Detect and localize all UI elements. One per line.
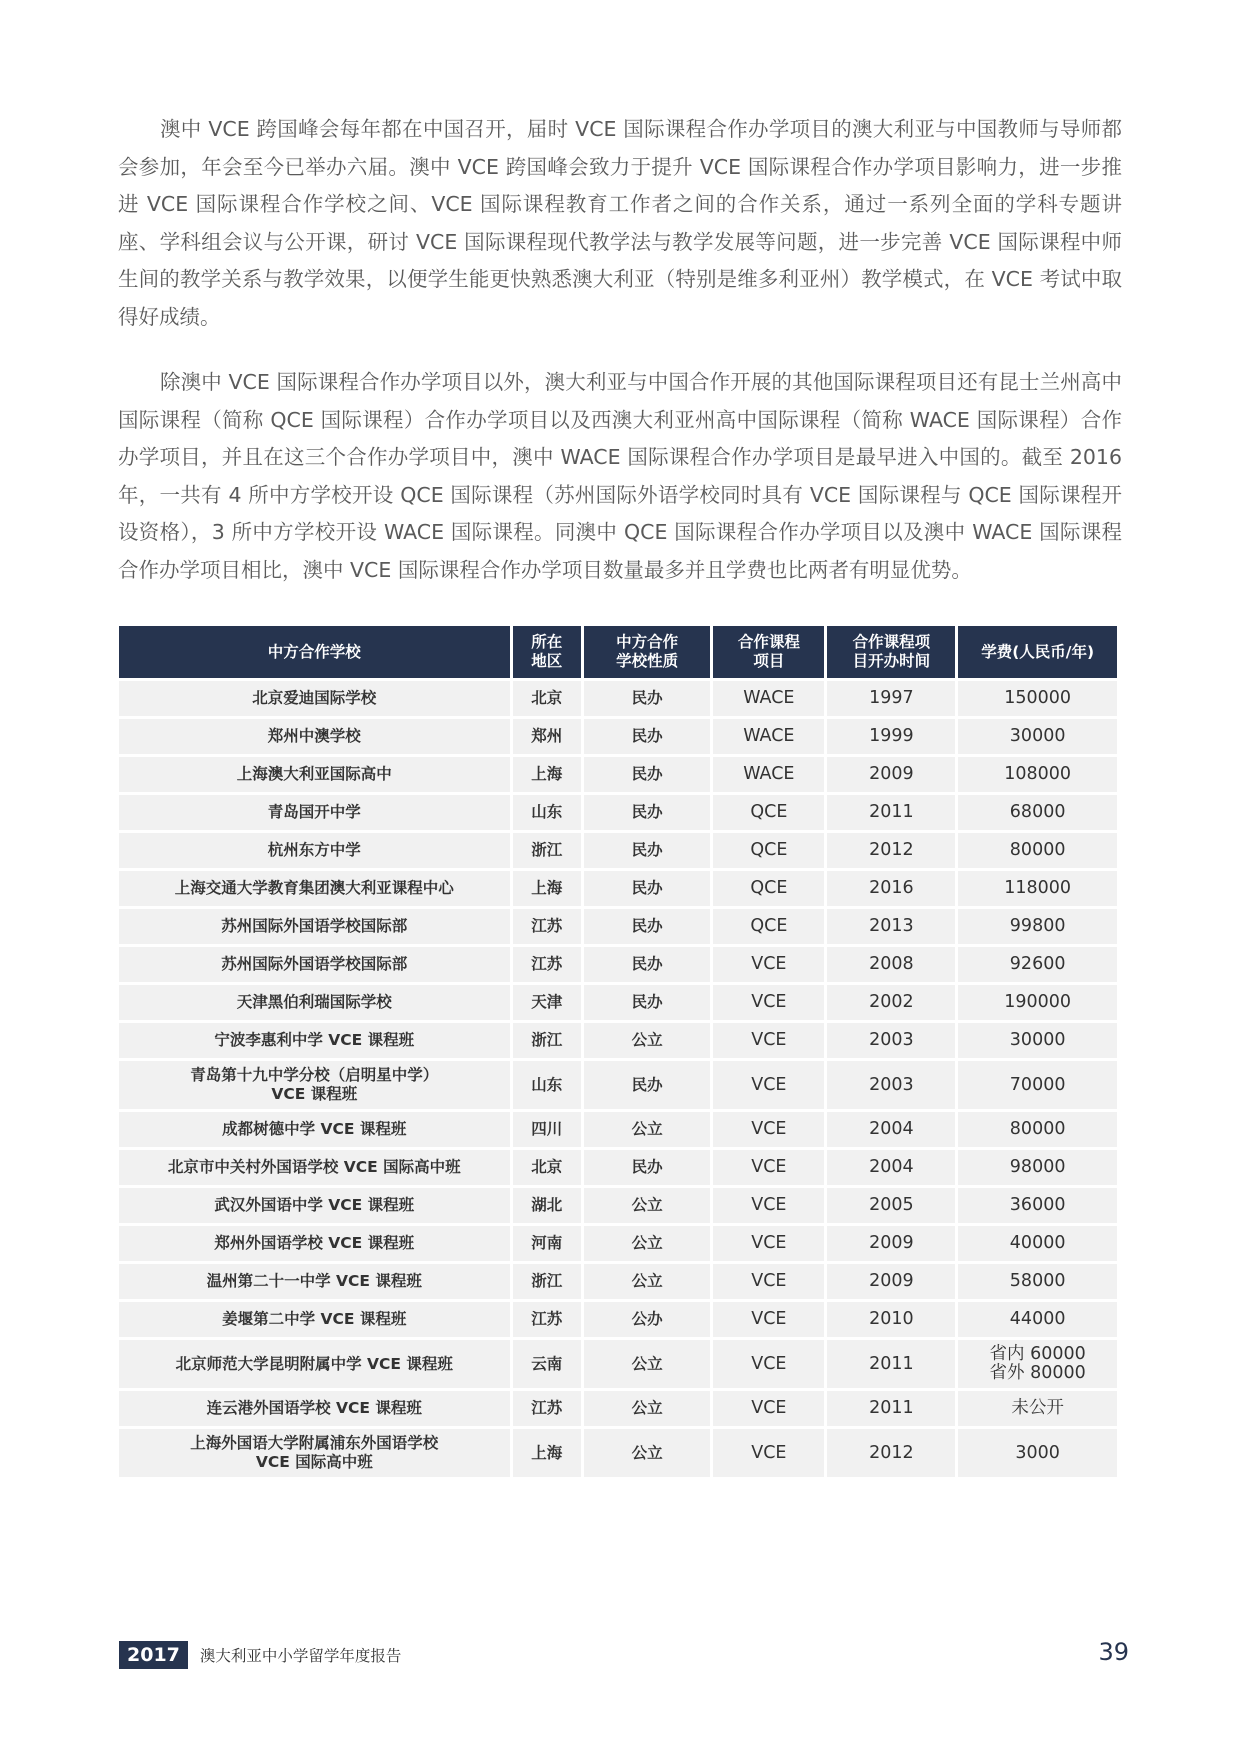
cell-nature: 民办 bbox=[584, 681, 710, 716]
header-year: 合作课程项 目开办时间 bbox=[827, 626, 955, 678]
cell-year: 2013 bbox=[827, 909, 955, 944]
cell-year: 2012 bbox=[827, 1429, 955, 1477]
cell-course: VCE bbox=[713, 1112, 824, 1147]
table-row bbox=[119, 909, 1117, 944]
cell-region: 浙江 bbox=[513, 1023, 581, 1058]
cell-nature: 民办 bbox=[584, 947, 710, 982]
cell-region: 北京 bbox=[513, 1150, 581, 1185]
cell-fee: 92600 bbox=[958, 947, 1117, 982]
cell-course: VCE bbox=[713, 1150, 824, 1185]
cell-nature: 民办 bbox=[584, 833, 710, 868]
cell-year: 2003 bbox=[827, 1061, 955, 1109]
cell-nature: 公立 bbox=[584, 1112, 710, 1147]
cell-school: 宁波李惠利中学 VCE 课程班 bbox=[119, 1023, 510, 1058]
cell-fee: 190000 bbox=[958, 985, 1117, 1020]
cell-fee: 省内 60000 省外 80000 bbox=[958, 1340, 1117, 1388]
cell-region: 上海 bbox=[513, 871, 581, 906]
cell-year: 2011 bbox=[827, 1340, 955, 1388]
cell-fee: 40000 bbox=[958, 1226, 1117, 1261]
cell-region: 河南 bbox=[513, 1226, 581, 1261]
table-row bbox=[119, 1340, 1117, 1388]
cell-fee: 58000 bbox=[958, 1264, 1117, 1299]
table-row bbox=[119, 1188, 1117, 1223]
cell-region: 湖北 bbox=[513, 1188, 581, 1223]
table-row bbox=[119, 681, 1117, 716]
cell-nature: 民办 bbox=[584, 871, 710, 906]
cell-region: 江苏 bbox=[513, 909, 581, 944]
table-row bbox=[119, 1112, 1117, 1147]
cell-year: 2009 bbox=[827, 1226, 955, 1261]
cell-nature: 公立 bbox=[584, 1264, 710, 1299]
table-row bbox=[119, 757, 1117, 792]
cell-course: VCE bbox=[713, 985, 824, 1020]
cell-school: 北京师范大学昆明附属中学 VCE 课程班 bbox=[119, 1340, 510, 1388]
cell-region: 天津 bbox=[513, 985, 581, 1020]
cell-course: VCE bbox=[713, 1061, 824, 1109]
page-footer bbox=[119, 1641, 401, 1669]
cell-fee: 68000 bbox=[958, 795, 1117, 830]
cell-course: VCE bbox=[713, 1340, 824, 1388]
cell-year: 2016 bbox=[827, 871, 955, 906]
cell-year: 2011 bbox=[827, 795, 955, 830]
cell-year: 1997 bbox=[827, 681, 955, 716]
table-row bbox=[119, 1302, 1117, 1337]
cell-year: 2004 bbox=[827, 1150, 955, 1185]
cell-region: 江苏 bbox=[513, 1391, 581, 1426]
cell-region: 江苏 bbox=[513, 947, 581, 982]
cell-year: 2004 bbox=[827, 1112, 955, 1147]
report-title: 澳大利亚中小学留学年度报告 bbox=[199, 1647, 402, 1665]
cell-year: 2005 bbox=[827, 1188, 955, 1223]
cell-course: VCE bbox=[713, 1226, 824, 1261]
intro-paragraph-summit: 澳中 VCE 跨国峰会每年都在中国召开，届时 VCE 国际课程合作办学项目的澳大利亚与中国教师与导师都会参加，年会至今已举办六届。澳中 VCE 跨国峰会致力于提升 VCE 国际课程合作办学项目影响力，进一步推进 VCE 国际课程合作学校之间、VCE 国际课程教育工作者之间的合作关系，通过一系列全面的学科专题讲座、学科组会议与公开课，研讨 VCE 国际课程现代教学法与教学发展等问题，进一步完善 VCE 国际课程中师生间的教学关系与教学效果，以便学生能更快熟悉澳大利亚（特别是维多利亚州）教学模式，在 VCE 考试中取得好成绩。 bbox=[118, 117, 1122, 329]
cell-course: VCE bbox=[713, 1023, 824, 1058]
cell-school: 连云港外国语学校 VCE 课程班 bbox=[119, 1391, 510, 1426]
cell-fee: 未公开 bbox=[958, 1391, 1117, 1426]
header-school: 中方合作学校 bbox=[119, 626, 510, 678]
cell-nature: 民办 bbox=[584, 757, 710, 792]
header-region: 所在 地区 bbox=[513, 626, 581, 678]
partner-schools-table bbox=[116, 623, 1120, 1480]
cell-school: 青岛国开中学 bbox=[119, 795, 510, 830]
cell-region: 四川 bbox=[513, 1112, 581, 1147]
table-row bbox=[119, 985, 1117, 1020]
table-header-row bbox=[119, 626, 1117, 678]
cell-course: WACE bbox=[713, 719, 824, 754]
table-row bbox=[119, 1023, 1117, 1058]
cell-course: WACE bbox=[713, 757, 824, 792]
cell-nature: 民办 bbox=[584, 795, 710, 830]
cell-school: 武汉外国语中学 VCE 课程班 bbox=[119, 1188, 510, 1223]
cell-course: VCE bbox=[713, 1188, 824, 1223]
table-row bbox=[119, 833, 1117, 868]
table-row bbox=[119, 1061, 1117, 1109]
cell-course: QCE bbox=[713, 909, 824, 944]
cell-course: WACE bbox=[713, 681, 824, 716]
report-year-badge: 2017 bbox=[119, 1641, 188, 1669]
intro-paragraph-programs: 除澳中 VCE 国际课程合作办学项目以外，澳大利亚与中国合作开展的其他国际课程项目还有昆士兰州高中国际课程（简称 QCE 国际课程）合作办学项目以及西澳大利亚州高中国际课程（简称 WACE 国际课程）合作办学项目，并且在这三个合作办学项目中，澳中 WACE 国际课程合作办学项目是最早进入中国的。截至 2016 年，一共有 4 所中方学校开设 QCE 国际课程（苏州国际外语学校同时具有 VCE 国际课程与 QCE 国际课程开设资格），3 所中方学校开设 WACE 国际课程。同澳中 QCE 国际课程合作办学项目以及澳中 WACE 国际课程合作办学项目相比，澳中 VCE 国际课程合作办学项目数量最多并且学费也比两者有明显优势。 bbox=[118, 370, 1122, 582]
header-nature: 中方合作 学校性质 bbox=[584, 626, 710, 678]
cell-year: 2008 bbox=[827, 947, 955, 982]
cell-region: 江苏 bbox=[513, 1302, 581, 1337]
cell-school: 温州第二十一中学 VCE 课程班 bbox=[119, 1264, 510, 1299]
cell-course: QCE bbox=[713, 871, 824, 906]
cell-fee: 150000 bbox=[958, 681, 1117, 716]
cell-region: 浙江 bbox=[513, 833, 581, 868]
cell-fee: 70000 bbox=[958, 1061, 1117, 1109]
cell-fee: 80000 bbox=[958, 1112, 1117, 1147]
cell-region: 上海 bbox=[513, 1429, 581, 1477]
cell-year: 2009 bbox=[827, 1264, 955, 1299]
table-row bbox=[119, 795, 1117, 830]
cell-year: 2009 bbox=[827, 757, 955, 792]
cell-course: VCE bbox=[713, 1391, 824, 1426]
table-row bbox=[119, 719, 1117, 754]
cell-nature: 民办 bbox=[584, 1150, 710, 1185]
cell-school: 上海交通大学教育集团澳大利亚课程中心 bbox=[119, 871, 510, 906]
cell-school: 苏州国际外国语学校国际部 bbox=[119, 947, 510, 982]
cell-course: VCE bbox=[713, 1429, 824, 1477]
cell-nature: 公立 bbox=[584, 1226, 710, 1261]
cell-school: 郑州中澳学校 bbox=[119, 719, 510, 754]
cell-nature: 公立 bbox=[584, 1391, 710, 1426]
cell-school: 上海外国语大学附属浦东外国语学校 VCE 国际高中班 bbox=[119, 1429, 510, 1477]
cell-school: 北京市中关村外国语学校 VCE 国际高中班 bbox=[119, 1150, 510, 1185]
cell-year: 2003 bbox=[827, 1023, 955, 1058]
table-row bbox=[119, 947, 1117, 982]
cell-fee: 3000 bbox=[958, 1429, 1117, 1477]
cell-region: 北京 bbox=[513, 681, 581, 716]
cell-fee: 30000 bbox=[958, 719, 1117, 754]
cell-school: 上海澳大利亚国际高中 bbox=[119, 757, 510, 792]
cell-fee: 30000 bbox=[958, 1023, 1117, 1058]
cell-school: 姜堰第二中学 VCE 课程班 bbox=[119, 1302, 510, 1337]
cell-school: 郑州外国语学校 VCE 课程班 bbox=[119, 1226, 510, 1261]
cell-year: 2012 bbox=[827, 833, 955, 868]
cell-fee: 44000 bbox=[958, 1302, 1117, 1337]
cell-fee: 118000 bbox=[958, 871, 1117, 906]
cell-course: VCE bbox=[713, 1302, 824, 1337]
cell-region: 山东 bbox=[513, 795, 581, 830]
cell-course: QCE bbox=[713, 795, 824, 830]
cell-school: 苏州国际外国语学校国际部 bbox=[119, 909, 510, 944]
cell-fee: 98000 bbox=[958, 1150, 1117, 1185]
cell-school: 成都树德中学 VCE 课程班 bbox=[119, 1112, 510, 1147]
table-row bbox=[119, 1150, 1117, 1185]
cell-nature: 公办 bbox=[584, 1302, 710, 1337]
cell-nature: 民办 bbox=[584, 719, 710, 754]
cell-region: 云南 bbox=[513, 1340, 581, 1388]
table-row bbox=[119, 871, 1117, 906]
header-fee: 学费(人民币/年) bbox=[958, 626, 1117, 678]
table-row bbox=[119, 1264, 1117, 1299]
cell-fee: 80000 bbox=[958, 833, 1117, 868]
cell-school: 杭州东方中学 bbox=[119, 833, 510, 868]
cell-nature: 公立 bbox=[584, 1340, 710, 1388]
cell-year: 2002 bbox=[827, 985, 955, 1020]
cell-region: 浙江 bbox=[513, 1264, 581, 1299]
table-row bbox=[119, 1226, 1117, 1261]
cell-region: 上海 bbox=[513, 757, 581, 792]
cell-region: 山东 bbox=[513, 1061, 581, 1109]
table-row bbox=[119, 1429, 1117, 1477]
cell-school: 北京爱迪国际学校 bbox=[119, 681, 510, 716]
cell-school: 天津黑伯利瑞国际学校 bbox=[119, 985, 510, 1020]
table-row bbox=[119, 1391, 1117, 1426]
cell-year: 2011 bbox=[827, 1391, 955, 1426]
cell-nature: 公立 bbox=[584, 1429, 710, 1477]
cell-school: 青岛第十九中学分校（启明星中学） VCE 课程班 bbox=[119, 1061, 510, 1109]
cell-nature: 公立 bbox=[584, 1188, 710, 1223]
cell-fee: 99800 bbox=[958, 909, 1117, 944]
page-number: 39 bbox=[1098, 1638, 1129, 1666]
cell-course: VCE bbox=[713, 947, 824, 982]
header-course: 合作课程 项目 bbox=[713, 626, 824, 678]
cell-course: QCE bbox=[713, 833, 824, 868]
cell-region: 郑州 bbox=[513, 719, 581, 754]
cell-year: 1999 bbox=[827, 719, 955, 754]
cell-year: 2010 bbox=[827, 1302, 955, 1337]
cell-course: VCE bbox=[713, 1264, 824, 1299]
cell-nature: 民办 bbox=[584, 985, 710, 1020]
cell-nature: 民办 bbox=[584, 909, 710, 944]
cell-nature: 民办 bbox=[584, 1061, 710, 1109]
cell-nature: 公立 bbox=[584, 1023, 710, 1058]
cell-fee: 36000 bbox=[958, 1188, 1117, 1223]
cell-fee: 108000 bbox=[958, 757, 1117, 792]
